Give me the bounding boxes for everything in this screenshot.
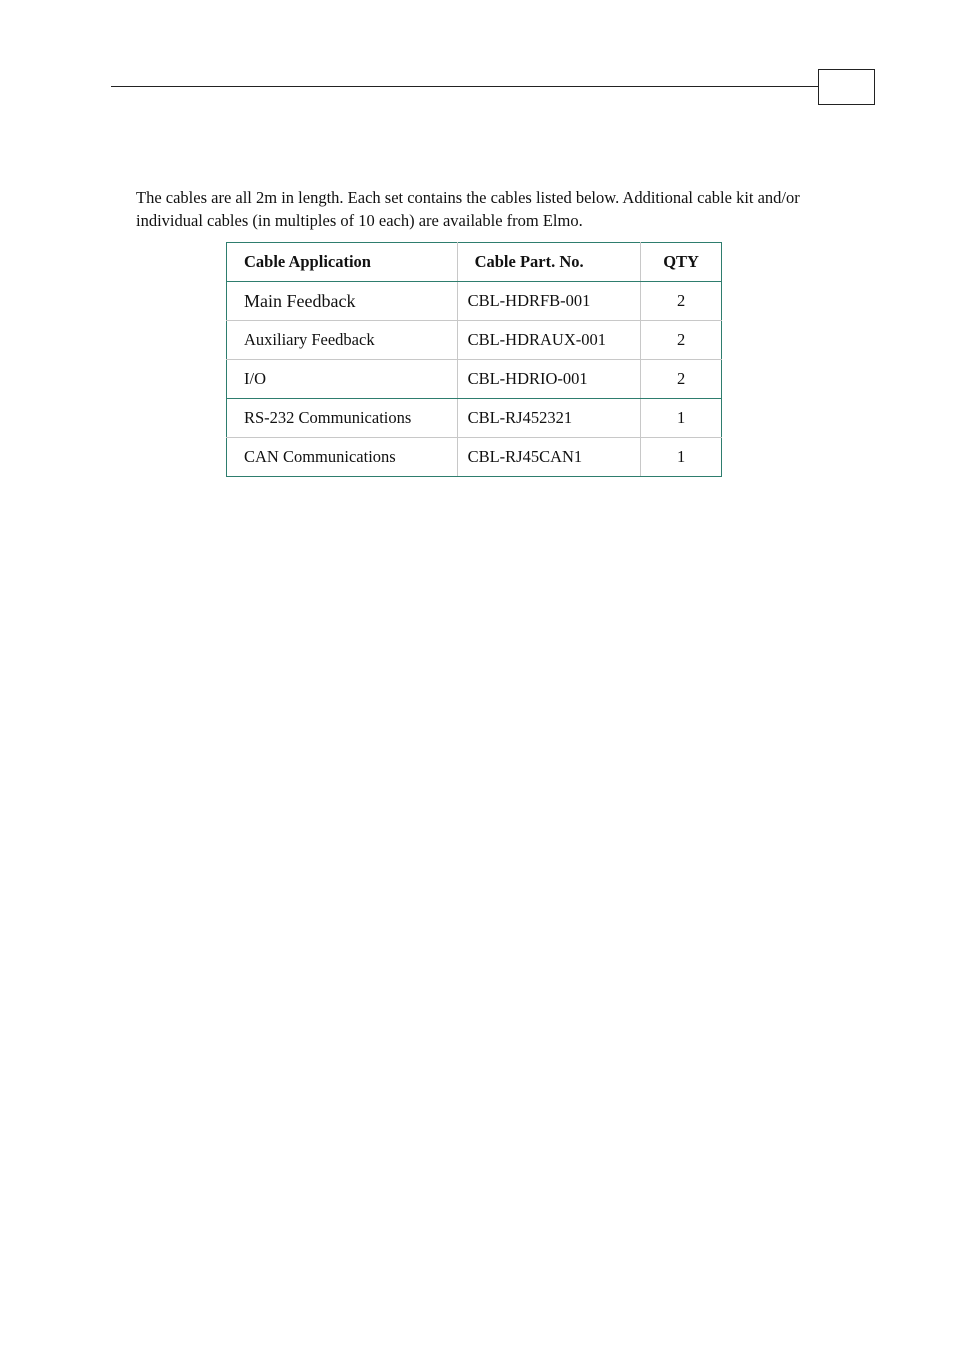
intro-paragraph: The cables are all 2m in length. Each set contains the cables listed below. Additional cable kit and/or individual cables (in multiples of 10 each) are available from Elmo. [136,188,800,230]
cell-qty: 2 [641,282,722,321]
cell-part-no: CBL-HDRIO-001 [457,360,641,399]
header-cable-application: Cable Application [227,243,458,282]
header-qty: QTY [641,243,722,282]
page-number-box [818,69,875,105]
cell-part-no: CBL-HDRAUX-001 [457,321,641,360]
header-rule [111,86,818,87]
cell-qty: 2 [641,321,722,360]
cable-kit-table [226,242,722,477]
cell-application: CAN Communications [227,438,458,477]
cell-qty: 2 [641,360,722,399]
table-row [227,360,722,399]
table-header-row [227,243,722,282]
cell-application: RS-232 Communications [227,399,458,438]
cell-qty: 1 [641,399,722,438]
cell-part-no: CBL-RJ452321 [457,399,641,438]
cell-part-no: CBL-HDRFB-001 [457,282,641,321]
cell-application: Auxiliary Feedback [227,321,458,360]
cell-application: Main Feedback [227,282,458,321]
table-row [227,438,722,477]
cell-part-no: CBL-RJ45CAN1 [457,438,641,477]
cell-qty: 1 [641,438,722,477]
header-cable-part-no: Cable Part. No. [457,243,641,282]
table-row [227,399,722,438]
table-row [227,282,722,321]
cell-application: I/O [227,360,458,399]
table-row [227,321,722,360]
